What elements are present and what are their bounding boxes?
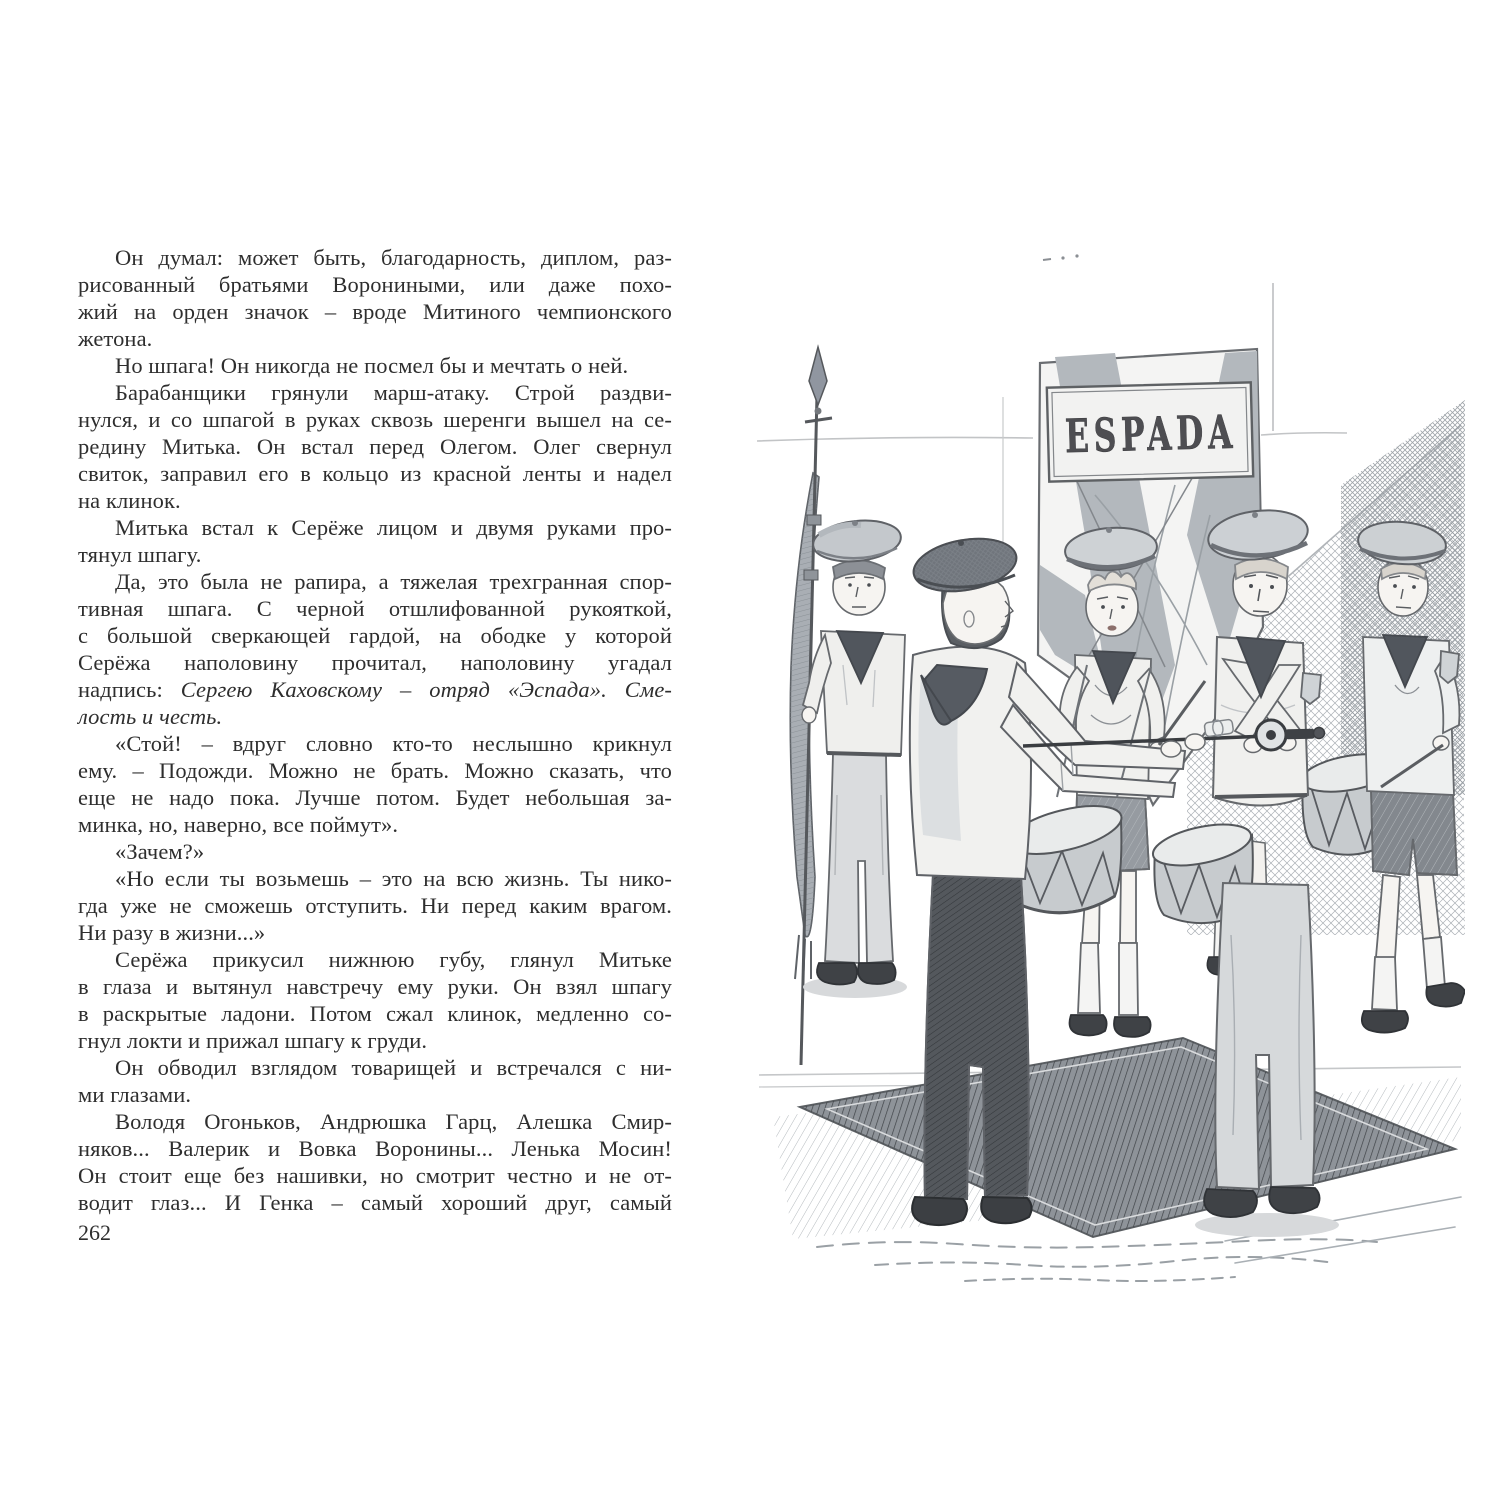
text-line: гда уже не сможешь отступить. Ни перед каким врагом.	[78, 893, 672, 918]
text-line: Барабанщики грянули марш-атаку. Строй раздви-	[115, 380, 672, 405]
text-line: Да, это была не рапира, а тяжелая трехгранная спор-	[115, 569, 672, 594]
text-line: Он думал: может быть, благодарность, диплом, раз-	[115, 245, 672, 270]
text-line: Он стоит еще без нашивки, но смотрит честно и не от-	[78, 1163, 672, 1188]
text-line: Серёжа прикусил нижнюю губу, глянул Митьке	[115, 947, 672, 972]
text-line: надпись: Сергею Каховскому – отряд «Эспада». Сме-	[78, 677, 672, 702]
text-line: тивная шпага. С черной отшлифованной рукояткой,	[78, 596, 672, 621]
boy-flagbearer	[802, 517, 907, 998]
text-line: ми глазами.	[78, 1082, 192, 1107]
text-line: в раскрытые ладони. Потом сжал клинок, медленно со-	[78, 1001, 672, 1026]
pencil-marks	[1043, 254, 1079, 260]
page-number: 262	[78, 1220, 111, 1245]
text-line: Он обводил взглядом товарищей и встречался с ни-	[115, 1055, 672, 1080]
text-line: водит глаз... И Генка – самый хороший друг, самый	[78, 1190, 672, 1215]
text-line: «Зачем?»	[115, 839, 205, 864]
text-line: Но шпага! Он никогда не посмел бы и мечтать о ней.	[115, 353, 629, 378]
illustration-svg	[755, 235, 1465, 1290]
text-line: тянул шпагу.	[78, 542, 202, 567]
text-line: ему. – Подожди. Можно не брать. Можно сказать, что	[78, 758, 672, 783]
text-line: с большой сверкающей гардой, на ободке у которой	[78, 623, 672, 648]
page-text-column	[78, 244, 672, 1216]
text-line: на клинок.	[78, 488, 181, 513]
text-line: минка, но, наверно, все поймут».	[78, 812, 399, 837]
text-line: Митька встал к Серёже лицом и двумя руками про-	[115, 515, 672, 540]
text-line: еще не надо пока. Лучше потом. Будет небольшая за-	[78, 785, 672, 810]
text-line: Ни разу в жизни...»	[78, 920, 266, 945]
text-line: няков... Валерик и Вовка Воронины... Ленька Мосин!	[78, 1136, 672, 1161]
text-line: нулся, и со шпагой в руках сквозь шеренги вышел на се-	[78, 407, 672, 432]
text-line: Серёжа наполовину прочитал, наполовину угадал	[78, 650, 672, 675]
text-line: свиток, заправил его в кольцо из красной ленты и надел	[78, 461, 672, 486]
text-line: Володя Огоньков, Андрюшка Гарц, Алешка Смир-	[115, 1109, 672, 1134]
text-line: в глаза и вытянул навстречу ему руки. Он взял шпагу	[78, 974, 672, 999]
text-line: лость и честь.	[78, 704, 223, 729]
banner-title-box	[1047, 382, 1319, 481]
text-line: «Стой! – вдруг словно кто-то неслышно крикнул	[115, 731, 672, 756]
banner-text: ESPADA	[1064, 402, 1319, 464]
book-illustration	[755, 235, 1465, 1290]
text-line: жий на орден значок – вроде Митиного чемпионского	[78, 299, 672, 324]
text-line: гнул локти и прижал шпагу к груди.	[78, 1028, 428, 1053]
text-line: «Но если ты возьмешь – это на всю жизнь. Ты нико-	[115, 866, 672, 891]
text-line: жетона.	[78, 326, 153, 351]
text-line: рисованный братьями Ворониными, или даже похо-	[78, 272, 672, 297]
text-line: редину Митька. Он встал перед Олегом. Олег свернул	[78, 434, 672, 459]
